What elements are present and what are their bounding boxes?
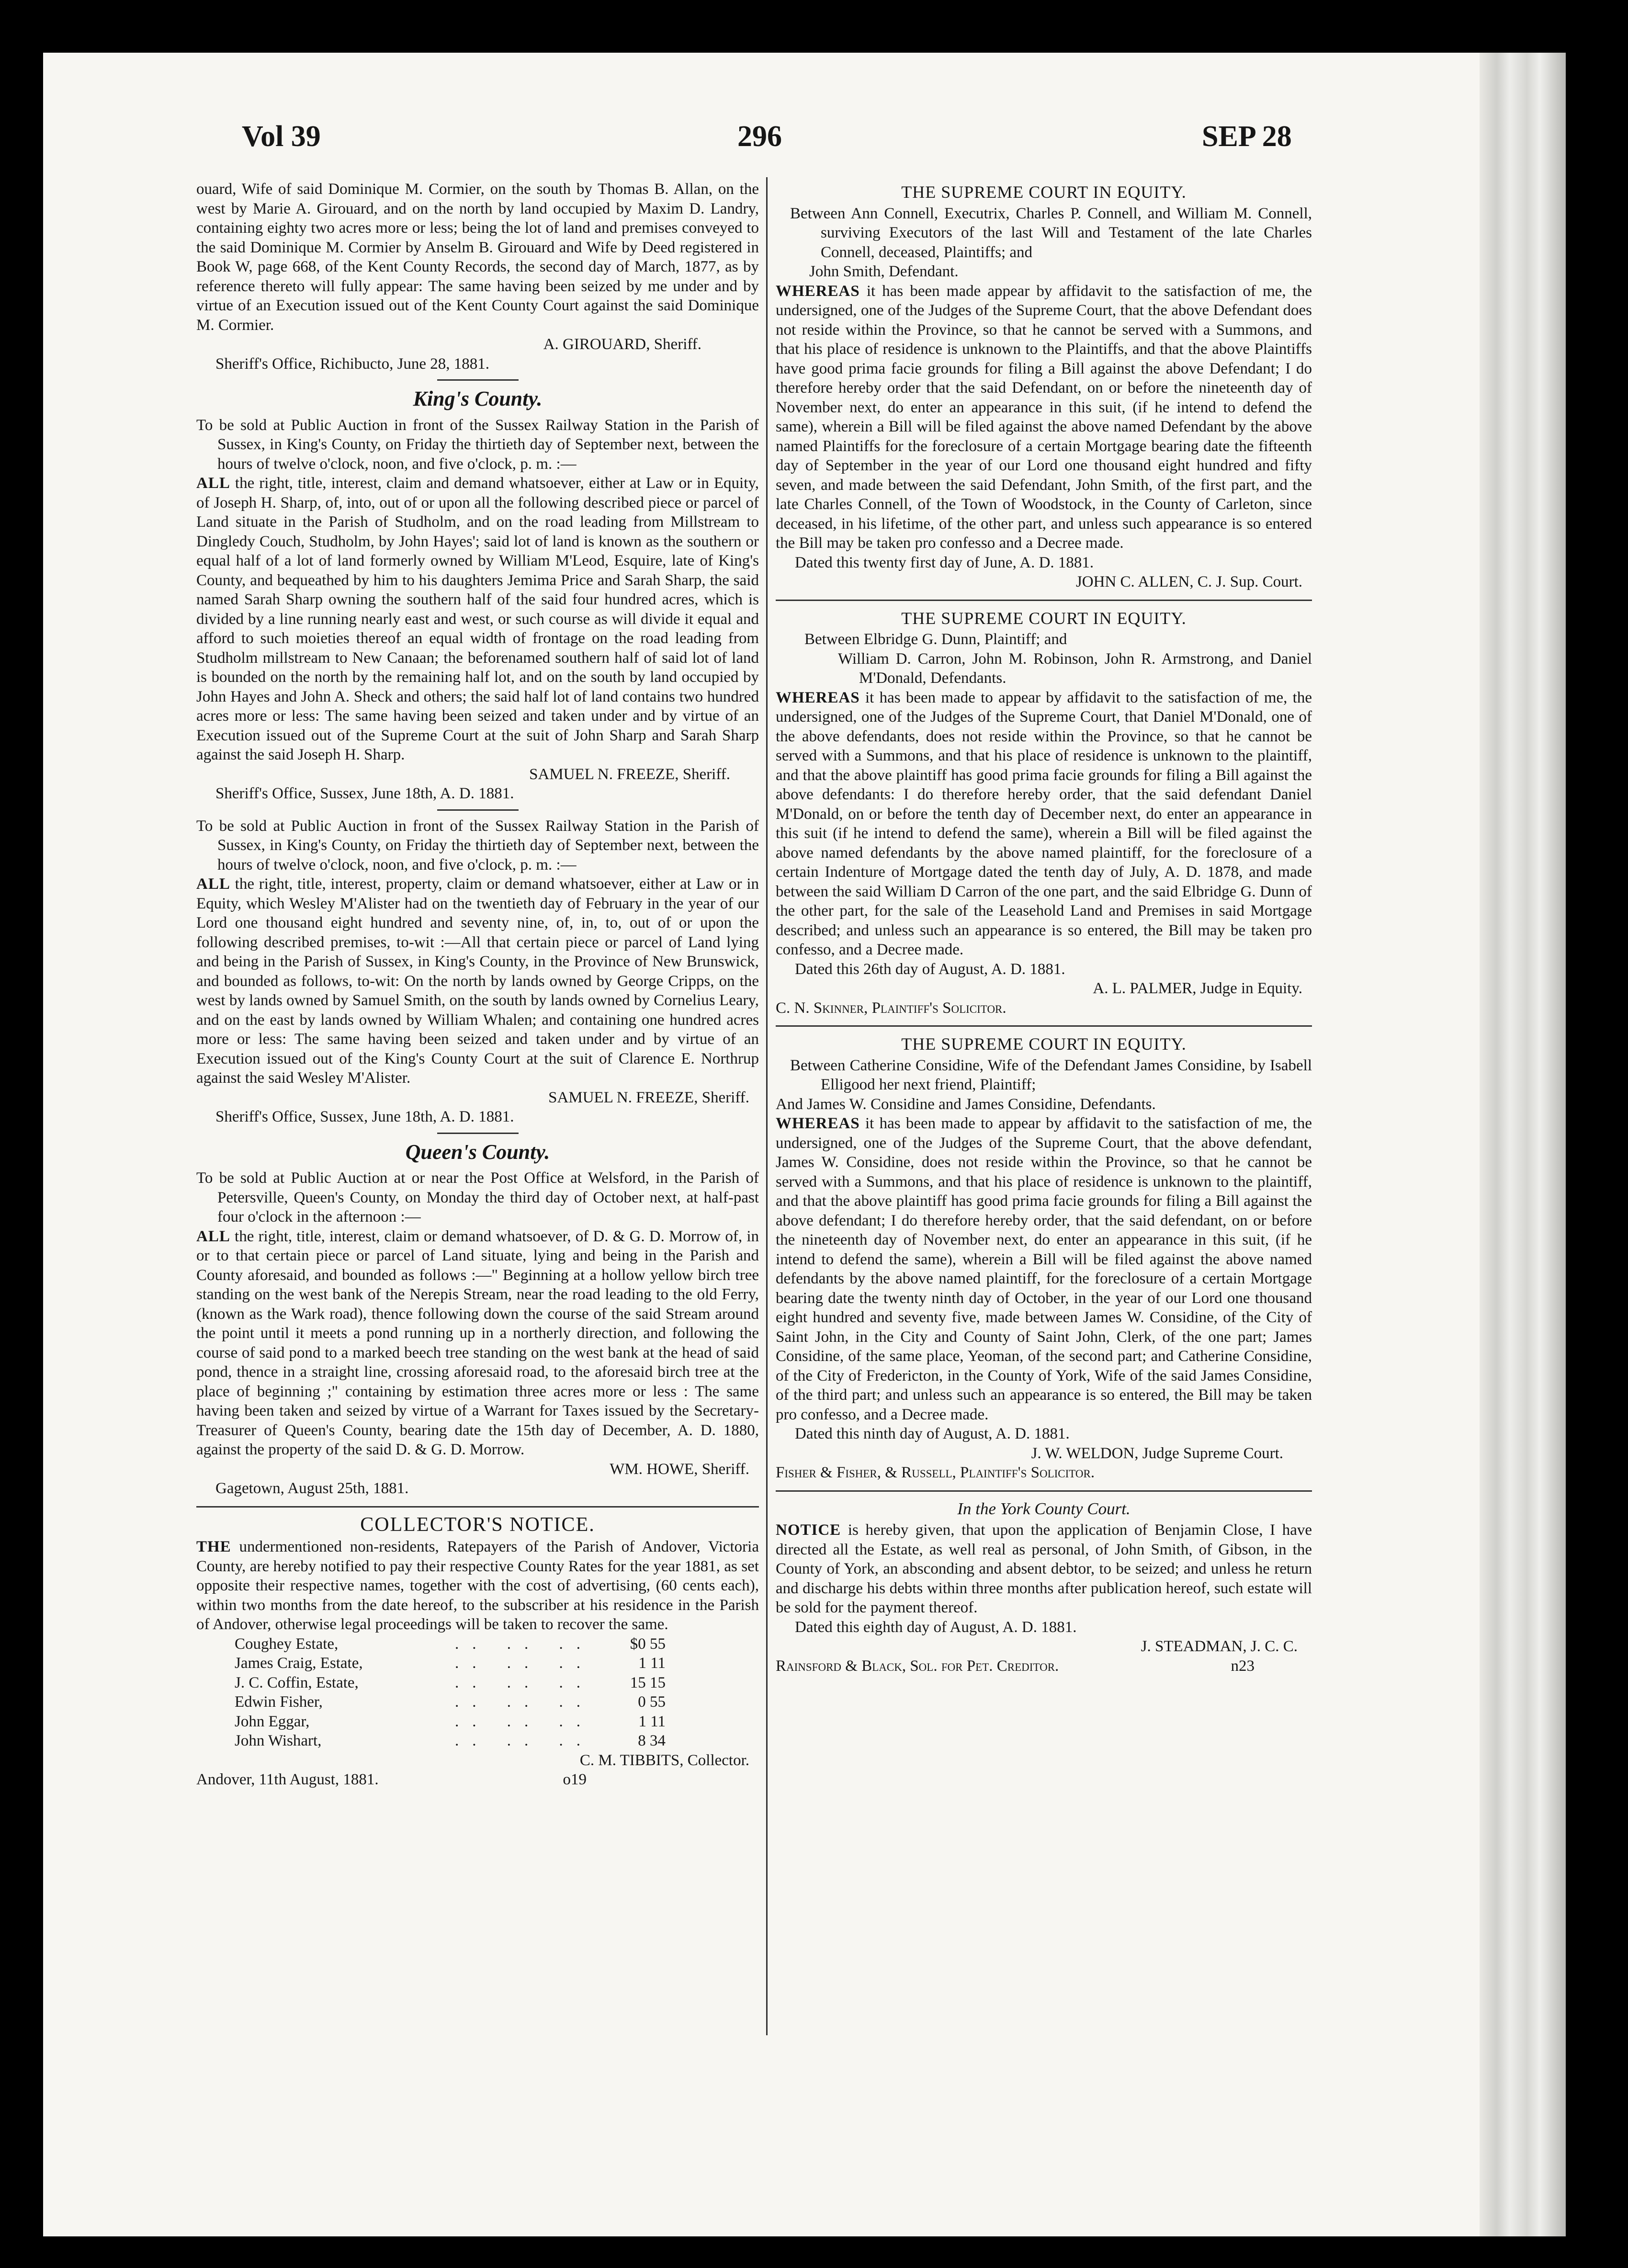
notice-code: n23 [1231, 1657, 1255, 1675]
ratepayer-row [235, 1731, 666, 1751]
rate-amount: 8 34 [638, 1732, 666, 1749]
notice-lead: WHEREAS [776, 1115, 860, 1132]
ratepayer-row [235, 1634, 666, 1654]
notice-lead: ALL [196, 1227, 230, 1245]
notice-body: the right, title, interest, claim and demand whatsoever, either at Law or in Equity, of Joseph H. Sharp, of, into, out of or upon all the following described piece or parcel of Land situate in the Parish of Studholm, and on the road leading from Millstream to Dingledy Couch, Studholm, by John Hayes'; said lot of land is known as the southern or equal half of a lot of land formerly owned by William M'Leod, Esquire, late of King's County, and bequeathed by him to his daughters Jemima Price and Sarah Sharp, the said named Sarah Sharp owning the southern half of the said four hundred acres, which is divided by a line running nearly east and west, or such course as will divide it equal and afford to such moieties thereof an equal width of frontage on the road leading from Studholm millstream to New Canaan; the beforenamed southern half of said lot of land is bounded on the north by the remaining half lot, and on the south by land occupied by John Hayes and John A. Sheck and others; the said half lot of land contains two hundred acres more or less: The same having been seized and taken under and by virtue of an Execution issued out of the Supreme Court at the suit of John Sharp and Sarah Sharp against the said Joseph H. Sharp. [196, 475, 759, 763]
sheriff-signature: WM. HOWE, Sheriff. [610, 1460, 749, 1478]
collector-signature: C. M. TIBBITS, Collector. [579, 1751, 749, 1769]
notice-lead: ALL [196, 475, 230, 492]
sheriff-signature: A. GIROUARD, Sheriff. [543, 336, 701, 353]
notice-lead: WHEREAS [776, 689, 860, 706]
notice-code: o19 [563, 1771, 587, 1788]
notice-lead: ALL [196, 875, 230, 893]
section-rule [437, 1133, 519, 1134]
queens-county-notice [196, 1168, 759, 1498]
notice-body: it has been made to appear by affidavit to the satisfaction of me, the undersigned, one of the Judges of the Supreme Court, that the above defendant, James W. Considine, does not reside within the Province, so that he cannot be served with a Summons, and that his place of residence is unknown to the plaintiff, and that the above plaintiff has good prima facie grounds for filing a Bill against the above defendant; I do therefore hereby order, that the said defendant, on or before the nineteenth day of November next, do enter an appearance in this suit, (if he intend to defend the same), wherein a Bill will be filed against the above named defendants by the above named plaintiff, for the foreclosure of a certain Mortgage bearing date the twenty ninth day of October, in the year of our Lord one thousand eight hundred and seventy five, made between James W. Considine, of the City of Saint John, in the City and County of Saint John, Clerk, of the one part; James Considine, of the same place, Yeoman, of the second part; and Catherine Considine, of the City of Fredericton, in the County of York, Wife of the said James Considine, of the third part; and unless such an appearance is so entered, the Bill may be taken pro confesso, and a Decree made. [776, 1115, 1312, 1423]
solicitor-line: C. N. Skinner, Plaintiff's Solicitor. [776, 999, 1006, 1017]
york-county-notice [776, 1499, 1312, 1676]
page-number: 296 [737, 120, 782, 153]
sheriff-office: Sheriff's Office, Sussex, June 18th, A. D. 1881. [215, 1108, 514, 1125]
collector-footer [196, 1770, 759, 1790]
ratepayer-name: J. C. Coffin, Estate, [235, 1674, 359, 1691]
sheriff-signature: SAMUEL N. FREEZE, Sheriff. [548, 1089, 749, 1106]
ratepayer-row [235, 1654, 666, 1673]
ratepayer-name: John Eggar, [235, 1712, 310, 1730]
rate-amount: $0 55 [630, 1635, 666, 1653]
judge-signature: J. W. WELDON, Judge Supreme Court. [1031, 1444, 1283, 1462]
equity-notice-connell [776, 182, 1312, 592]
ratepayer-name: John Wishart, [235, 1732, 322, 1749]
leader-dots: .. .. .. [455, 1732, 594, 1749]
volume-label: Vol 39 [242, 120, 321, 153]
notice-body: it has been made to appear by affidavit to the satisfaction of me, the undersigned, one of the Judges of the Supreme Court, that Daniel M'Donald, one of the above defendants, does not reside within the Province, so that he cannot be served with a Summons, and that his place of residence is unknown to the plaintiff, and that the above plaintiff has good prima facie grounds for filing a Bill against the above defendants: I do therefore hereby order, that the said defendant Daniel M'Donald, on or before the tenth day of December next, do enter an appearance in this suit (if he intend to defend the same), wherein a Bill will be filed against the above named defendants by the above named plaintiff, for the foreclosure of a certain Indenture of Mortgage dated the tenth day of July, A. D. 1878, and made between the said William D Carron of the one part, and the said Elbridge G. Dunn of the other part, for the sale of the Leasehold Land and Premises in said Mortgage described; and unless such an appearance is so entered, the Bill may be taken pro confesso, and a Decree made. [776, 689, 1312, 958]
collectors-notice [196, 1515, 759, 1790]
solicitor-line: Rainsford & Black, Sol. for Pet. Creditor. [776, 1657, 1059, 1675]
notice-body: the right, title, interest, claim or demand whatsoever, of D. & G. D. Morrow of, in or to that certain piece or parcel of Land situate, lying and being in the Parish and County aforesaid, and bounded as follows :—" Beginning at a hollow yellow birch tree standing on the west bank of the Nerepis Stream, near the road leading to the old Ferry, (known as the Wark road), thence following down the course of the said Stream around the point until it meets a pond running up in a northerly direction, and following the course of said pond to a marked beech tree standing on the west bank at the head of said pond, thence in a straight line, crossing aforesaid road, to the aforesaid birch tree at the place of beginning ;" containing by estimation three acres more or less : The same having been taken and seized by virtue of a Warrant for Taxes issued by the Secretary-Treasurer of Queen's County, bearing date the 15th day of December, A. D. 1880, against the property of the said D. & G. D. Morrow. [196, 1227, 759, 1458]
notice-body: it has been made appear by affidavit to the satisfaction of me, the undersigned, one of the Judges of the Supreme Court, that the above Defendant does not reside within the Province, so that he cannot be served with a Summons, and that his place of residence is unknown to the Plaintiffs, and that the above Plaintiffs have good prima facie grounds for filing a Bill against the above Defendant; I do therefore hereby order that the said Defendant, on or before the nineteenth day of November next, do enter an appearance in this suit, (if he intend to defend the same), wherein a Bill will be filed against the above named Defendant by the above named Plaintiffs for the foreclosure of a certain Mortgage bearing date the fifteenth day of September in the year of our Lord one thousand eight hundred and fifty seven, and made between the said Defendant, John Smith, of the first part, and the late Charles Connell, of the Town of Woodstock, in the County of Carleton, since deceased, in his lifetime, of the other part, and unless such appearance is so entered the Bill may be taken pro confesso and a Decree made. [776, 282, 1312, 552]
notice-body: ouard, Wife of said Dominique M. Cormier, on the south by Thomas B. Allan, on the west by Marie A. Girouard, and on the north by land occupied by Maxim D. Landry, containing eighty two acres more or less; being the lot of land and premises conveyed to the said Dominique M. Cormier by Anselm B. Girouard and Wife by Deed registered in Book W, page 668, of the Kent County Records, the second day of March, 1877, as by reference thereto will fully appear: The same having been seized by me under and by virtue of an Execution issued out of the Kent County Court against the said Dominique M. Cormier. [196, 181, 759, 334]
issue-date: SEP 28 [1202, 120, 1292, 153]
defendant: John Smith, Defendant. [809, 263, 959, 280]
ratepayer-name: James Craig, Estate, [235, 1655, 363, 1672]
sheriff-office: Sheriff's Office, Sussex, June 18th, A. D. 1881. [215, 785, 514, 802]
section-rule [196, 1506, 759, 1508]
dated-line: Dated this 26th day of August, A. D. 1881. [795, 960, 1065, 978]
rate-amount: 1 11 [638, 1655, 666, 1672]
equity-notice-dunn [776, 609, 1312, 1018]
page-edge [1480, 53, 1566, 2236]
section-rule [437, 379, 519, 381]
sheriff-office: Gagetown, August 25th, 1881. [215, 1480, 409, 1497]
equity-notice-considine [776, 1034, 1312, 1483]
rate-amount: 0 55 [638, 1693, 666, 1711]
ratepayer-name: Edwin Fisher, [235, 1693, 323, 1711]
notice-body: is hereby given, that upon the application of Benjamin Close, I have directed all the Estate, as well real as personal, of John Smith, of Gibson, in the County of York, an absconding and absent debtor, to be seized; and unless he return and discharge his debts within three months after publication hereof, such estate will be sold for the payment thereof. [776, 1521, 1312, 1616]
york-court-heading: In the York County Court. [957, 1499, 1131, 1518]
kent-county-notice [196, 180, 759, 374]
york-footer [776, 1656, 1312, 1676]
section-rule [776, 1490, 1312, 1492]
kings-county-heading: King's County. [413, 387, 543, 410]
notice-body: undermentioned non-residents, Ratepayers of the Parish of Andover, Victoria County, are hereby notified to pay their respective County Rates for the year 1881, as set opposite their respective names, together with the cost of advertising, (60 cents each), within two months from the date hereof, to the subscriber at his residence in the Parish of Andover, otherwise legal proceedings will be taken to recover the same. [196, 1538, 759, 1633]
ratepayer-row [235, 1673, 666, 1693]
kings-county-notice-2 [196, 816, 759, 1127]
collectors-notice-heading: COLLECTOR'S NOTICE. [360, 1513, 595, 1536]
sheriff-signature: SAMUEL N. FREEZE, Sheriff. [529, 765, 730, 783]
judge-signature: J. STEADMAN, J. C. C. [1141, 1638, 1298, 1655]
leader-dots: .. .. .. [455, 1655, 594, 1672]
court-heading: THE SUPREME COURT IN EQUITY. [901, 182, 1187, 202]
ratepayer-row [235, 1712, 666, 1732]
court-heading: THE SUPREME COURT IN EQUITY. [901, 1034, 1187, 1054]
defendants: William D. Carron, John M. Robinson, John R. Armstrong, and Daniel M'Donald, Defendants. [838, 650, 1312, 687]
collector-place-date: Andover, 11th August, 1881. [196, 1771, 379, 1788]
leader-dots: .. .. .. [455, 1693, 594, 1711]
notice-lead: THE [196, 1538, 231, 1555]
parties: Between Catherine Considine, Wife of the Defendant James Considine, by Isabell Elligood her next friend, Plaintiff; [790, 1056, 1312, 1093]
kings-county-notice-1 [196, 416, 759, 804]
auction-intro: To be sold at Public Auction in front of the Sussex Railway Station in the Parish of Sussex, in King's County, on Friday the thirtieth day of September next, between the hours of twelve o'clock, noon, and five o'clock, p. m. :— [196, 817, 759, 873]
parties: Between Elbridge G. Dunn, Plaintiff; and [804, 631, 1067, 648]
ratepayer-row [235, 1692, 666, 1712]
leader-dots: .. .. .. [455, 1635, 594, 1653]
dated-line: Dated this eighth day of August, A. D. 1881. [795, 1618, 1077, 1636]
auction-intro: To be sold at Public Auction in front of the Sussex Railway Station in the Parish of Sussex, in King's County, on Friday the thirtieth day of September next, between the hours of twelve o'clock, noon, and five o'clock, p. m. :— [196, 416, 759, 473]
right-column [776, 180, 1312, 1676]
notice-lead: WHEREAS [776, 282, 860, 300]
leader-dots: .. .. .. [455, 1712, 594, 1730]
rate-amount: 1 11 [638, 1712, 666, 1730]
section-rule [776, 1025, 1312, 1027]
solicitor-line: Fisher & Fisher, & Russell, Plaintiff's Solicitor. [776, 1464, 1095, 1481]
queens-county-heading: Queen's County. [405, 1140, 550, 1164]
auction-intro: To be sold at Public Auction at or near the Post Office at Welsford, in the Parish of Petersville, Queen's County, on Monday the third day of October next, at half-past four o'clock in the afternoon :— [196, 1169, 759, 1225]
dated-line: Dated this ninth day of August, A. D. 1881. [795, 1425, 1070, 1442]
notice-lead: NOTICE [776, 1521, 841, 1539]
left-column [196, 180, 759, 1790]
parties: Between Ann Connell, Executrix, Charles P. Connell, and William M. Connell, surviving Executors of the last Will and Testament of the late Charles Connell, deceased, Plaintiffs; and [790, 204, 1312, 261]
section-rule [437, 809, 519, 811]
section-rule [776, 600, 1312, 601]
court-heading: THE SUPREME COURT IN EQUITY. [901, 608, 1187, 628]
judge-signature: JOHN C. ALLEN, C. J. Sup. Court. [1075, 573, 1302, 590]
leader-dots: .. .. .. [455, 1674, 594, 1691]
judge-signature: A. L. PALMER, Judge in Equity. [1093, 980, 1302, 997]
ratepayer-name: Coughey Estate, [235, 1635, 339, 1653]
notice-body: the right, title, interest, property, claim or demand whatsoever, either at Law or in Equity, which Wesley M'Alister had on the twentieth day of February in the year of our Lord one thousand eight hundred and seventy nine, of, in, to, out of or upon the following described premises, to-wit :—All that certain piece or parcel of Land lying and being in the Parish of Sussex, in King's County, in the Province of New Brunswick, and bounded as follows, to-wit: On the north by lands owned by George Cripps, on the west by lands owned by Samuel Smith, on the south by lands owned by Cornelius Leary, and on the east by lands owned by William Whalen; and containing one hundred acres more or less: The same having been seized and taken under and by virtue of an Execution issued out of the King's County Court at the suit of Clarence E. Northrup against the said Wesley M'Alister. [196, 875, 759, 1087]
defendants: And James W. Considine and James Considine, Defendants. [776, 1095, 1156, 1113]
ratepayer-list [235, 1634, 666, 1751]
dated-line: Dated this twenty first day of June, A. D. 1881. [795, 554, 1094, 571]
rate-amount: 15 15 [630, 1674, 666, 1691]
sheriff-office: Sheriff's Office, Richibucto, June 28, 1881. [215, 355, 490, 373]
column-divider [766, 177, 768, 2035]
